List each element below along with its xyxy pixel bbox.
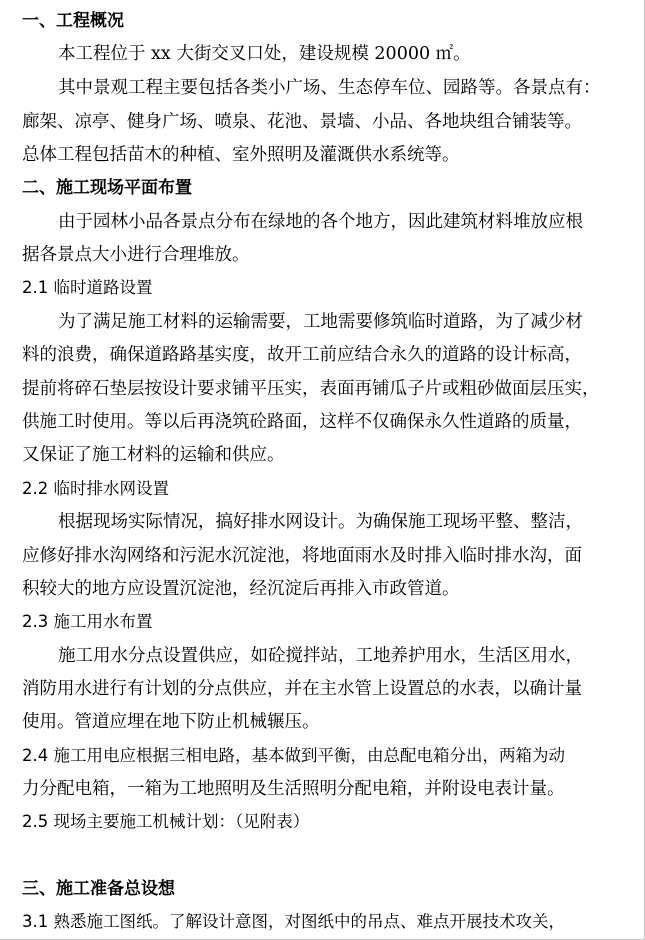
paragraph-line: 供施工时使用。等以后再浇筑砼路面，这样不仅确保永久性道路的质量， xyxy=(22,412,582,432)
subsection-heading-drainage: 2.2 临时排水网设置 xyxy=(22,479,169,498)
section-heading-overview: 一、工程概况 xyxy=(22,11,124,31)
paragraph-line: 使用。管道应埋在地下防止机械辗压。 xyxy=(22,712,320,732)
paragraph-line: 本工程位于 xx 大街交叉口处，建设规模 20000 ㎡。 xyxy=(58,44,471,64)
paragraph-line: 应修好排水沟网络和污泥水沉淀池，将地面雨水及时排入临时排水沟，面 xyxy=(22,546,582,566)
paragraph-line: 提前将碎石垫层按设计要求铺平压实，表面再铺瓜子片或粗砂做面层压实， xyxy=(22,379,600,399)
paragraph-line: 消防用水进行有计划的分点供应，并在主水管上设置总的水表，以确计量 xyxy=(22,679,582,699)
paragraph-line: 其中景观工程主要包括各类小广场、生态停车位、园路等。各景点有： xyxy=(58,78,601,98)
paragraph-line: 廊架、凉亭、健身广场、喷泉、花池、景墙、小品、各地块组合铺装等。 xyxy=(22,112,582,132)
subsection-heading-water: 2.3 施工用水布置 xyxy=(22,612,153,631)
paragraph-line: 又保证了施工材料的运输和供应。 xyxy=(22,445,285,465)
paragraph-line: 据各景点大小进行合理堆放。 xyxy=(22,245,250,265)
paragraph-line: 总体工程包括苗木的种植、室外照明及灌溉供水系统等。 xyxy=(22,145,460,165)
paragraph-line-machinery: 2.5 现场主要施工机械计划：（见附表） xyxy=(22,812,310,831)
paragraph-line: 为了满足施工材料的运输需要，工地需要修筑临时道路，为了减少材 xyxy=(58,312,583,332)
paragraph-line-electricity: 2.4 施工用电应根据三相电路，基本做到平衡，由总配电箱分出，两箱为动 xyxy=(22,746,565,765)
paragraph-line: 3.1 熟悉施工图纸。了解设计意图，对图纸中的吊点、难点开展技术攻关， xyxy=(22,912,565,931)
paragraph-line: 积较大的地方应设置沉淀池，经沉淀后再排入市政管道。 xyxy=(22,579,460,599)
paragraph-line: 施工用水分点设置供应，如砼搅拌站，工地养护用水，生活区用水， xyxy=(58,646,583,666)
paragraph-line: 根据现场实际情况，搞好排水网设计。为确保施工现场平整、整洁， xyxy=(58,512,583,532)
paragraph-line: 力分配电箱，一箱为工地照明及生活照明分配电箱，并附设电表计量。 xyxy=(22,779,565,799)
subsection-heading-temp-road: 2.1 临时道路设置 xyxy=(22,278,153,297)
section-heading-preparation: 三、施工准备总设想 xyxy=(22,879,175,899)
paragraph-line: 料的浪费，确保道路路基实度，故开工前应结合永久的道路的设计标高， xyxy=(22,345,582,365)
paragraph-line: 由于园林小品各景点分布在绿地的各个地方，因此建筑材料堆放应根 xyxy=(58,212,583,232)
section-heading-site-layout: 二、施工现场平面布置 xyxy=(22,178,192,198)
